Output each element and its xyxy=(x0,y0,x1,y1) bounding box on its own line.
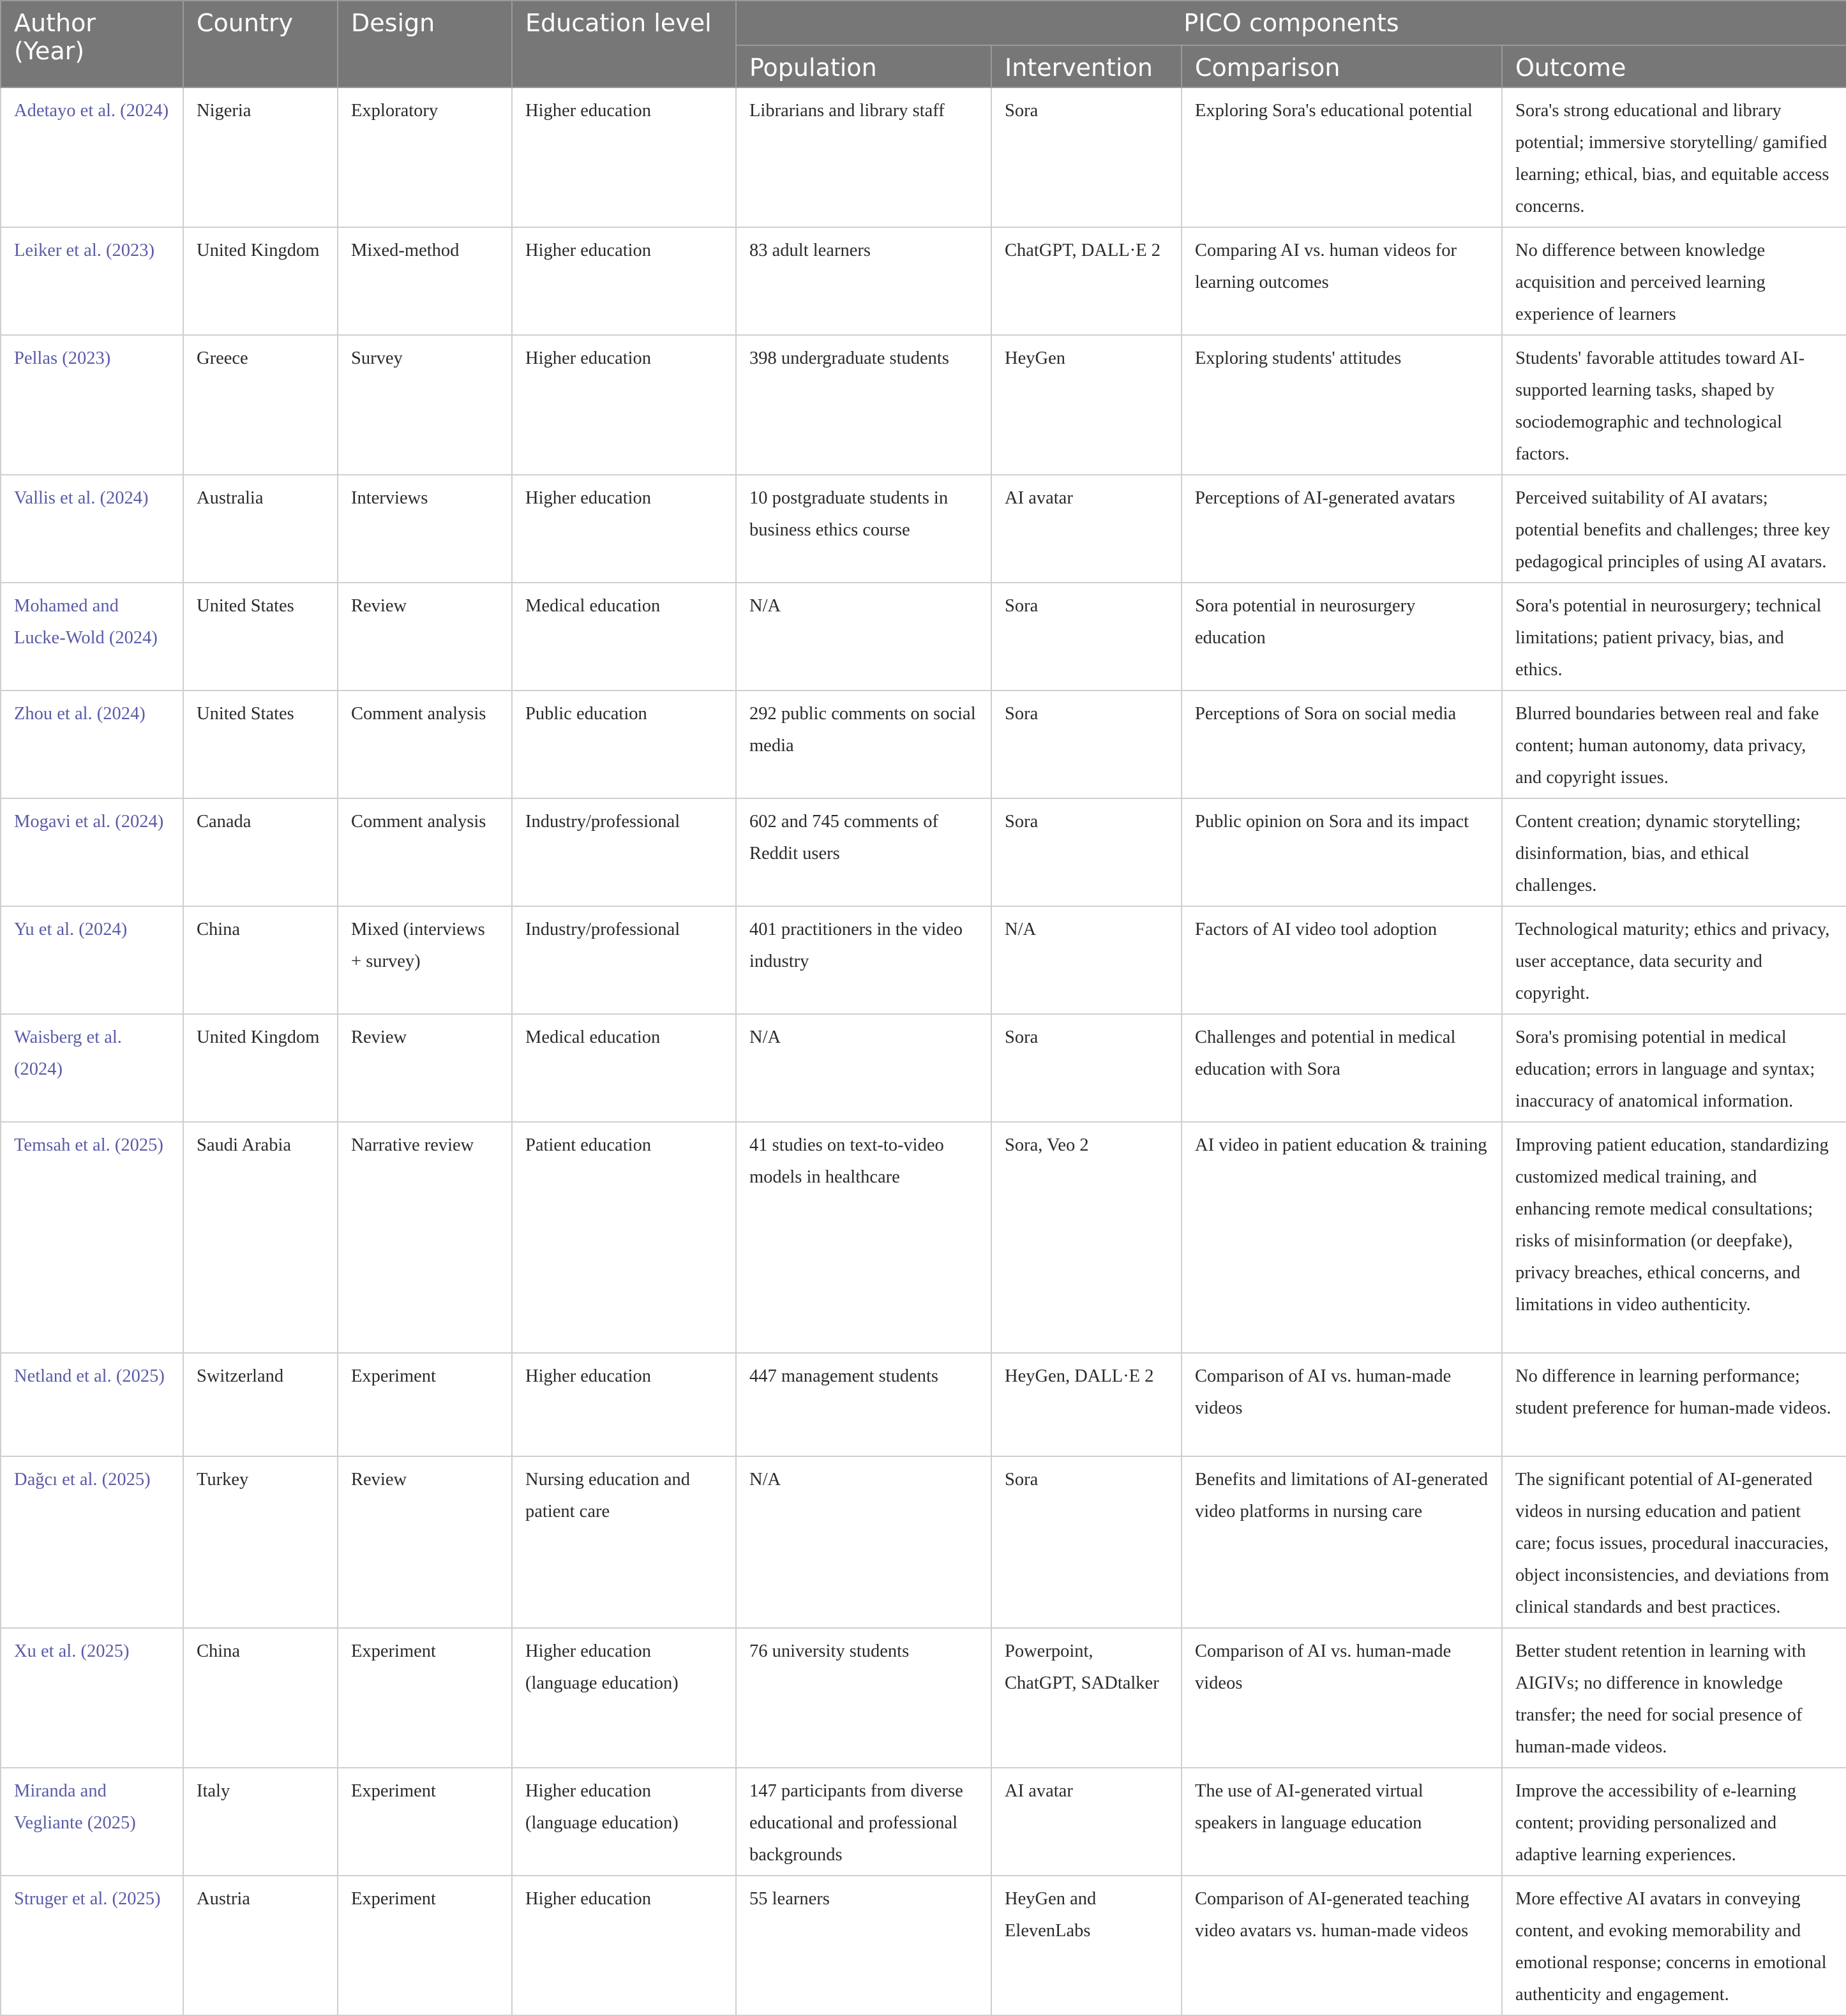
country-cell: United States xyxy=(183,583,338,691)
outcome-cell: Sora's potential in neurosurgery; technical limitations; patient privacy, bias, and ethics. xyxy=(1502,583,1846,691)
comparison-cell: Comparison of AI vs. human-made videos xyxy=(1182,1353,1502,1456)
education-level-cell: Nursing education and patient care xyxy=(512,1456,736,1628)
education-level-cell: Medical education xyxy=(512,1014,736,1122)
design-cell: Comment analysis xyxy=(338,691,512,798)
education-level-cell: Patient education xyxy=(512,1122,736,1353)
comparison-cell: Perceptions of AI-generated avatars xyxy=(1182,475,1502,583)
education-level-cell: Higher education xyxy=(512,1353,736,1456)
design-cell: Review xyxy=(338,1456,512,1628)
intervention-cell: ChatGPT, DALL·E 2 xyxy=(991,227,1182,335)
country-cell: China xyxy=(183,906,338,1014)
author-link[interactable]: Dağcı et al. (2025) xyxy=(1,1456,183,1628)
education-level-cell: Public education xyxy=(512,691,736,798)
design-cell: Review xyxy=(338,1014,512,1122)
education-level-cell: Higher education xyxy=(512,335,736,475)
outcome-cell: Content creation; dynamic storytelling; disinformation, bias, and ethical challenges. xyxy=(1502,798,1846,906)
comparison-cell: Perceptions of Sora on social media xyxy=(1182,691,1502,798)
table-header xyxy=(1,1,1846,87)
design-cell: Experiment xyxy=(338,1353,512,1456)
intervention-cell: HeyGen and ElevenLabs xyxy=(991,1876,1182,2015)
population-cell: 76 university students xyxy=(736,1628,991,1768)
author-link[interactable]: Vallis et al. (2024) xyxy=(1,475,183,583)
comparison-cell: Comparison of AI-generated teaching video avatars vs. human-made videos xyxy=(1182,1876,1502,2015)
column-header-population: Population xyxy=(736,45,991,87)
intervention-cell: Powerpoint, ChatGPT, SADtalker xyxy=(991,1628,1182,1768)
intervention-cell: HeyGen xyxy=(991,335,1182,475)
outcome-cell: Improve the accessibility of e-learning content; providing personalized and adaptive learning experiences. xyxy=(1502,1768,1846,1876)
intervention-cell: Sora xyxy=(991,87,1182,227)
comparison-cell: Challenges and potential in medical education with Sora xyxy=(1182,1014,1502,1122)
outcome-cell: Better student retention in learning with AIGIVs; no difference in knowledge transfer; the need for social presence of human-made videos. xyxy=(1502,1628,1846,1768)
country-cell: United Kingdom xyxy=(183,227,338,335)
population-cell: 41 studies on text-to-video models in healthcare xyxy=(736,1122,991,1353)
design-cell: Experiment xyxy=(338,1628,512,1768)
outcome-cell: Sora's strong educational and library potential; immersive storytelling/ gamified learning; ethical, bias, and equitable access concerns. xyxy=(1502,87,1846,227)
design-cell: Review xyxy=(338,583,512,691)
country-cell: Turkey xyxy=(183,1456,338,1628)
design-cell: Experiment xyxy=(338,1768,512,1876)
education-level-cell: Industry/professional xyxy=(512,906,736,1014)
intervention-cell: HeyGen, DALL·E 2 xyxy=(991,1353,1182,1456)
outcome-cell: Sora's promising potential in medical education; errors in language and syntax; inaccuracy of anatomical information. xyxy=(1502,1014,1846,1122)
table-row xyxy=(1,1456,1846,1628)
population-cell: 398 undergraduate students xyxy=(736,335,991,475)
comparison-cell: Benefits and limitations of AI-generated video platforms in nursing care xyxy=(1182,1456,1502,1628)
table-row xyxy=(1,1353,1846,1456)
population-cell: 10 postgraduate students in business ethics course xyxy=(736,475,991,583)
author-link[interactable]: Pellas (2023) xyxy=(1,335,183,475)
comparison-cell: Public opinion on Sora and its impact xyxy=(1182,798,1502,906)
intervention-cell: AI avatar xyxy=(991,1768,1182,1876)
intervention-cell: Sora xyxy=(991,583,1182,691)
intervention-cell: Sora xyxy=(991,691,1182,798)
comparison-cell: Exploring Sora's educational potential xyxy=(1182,87,1502,227)
author-link[interactable]: Mohamed and Lucke-Wold (2024) xyxy=(1,583,183,691)
outcome-cell: Perceived suitability of AI avatars; potential benefits and challenges; three key pedagogical principles of using AI avatars. xyxy=(1502,475,1846,583)
column-header-design: Design xyxy=(338,1,512,87)
outcome-cell: No difference in learning performance; student preference for human-made videos. xyxy=(1502,1353,1846,1456)
comparison-cell: Comparing AI vs. human videos for learning outcomes xyxy=(1182,227,1502,335)
outcome-cell: Blurred boundaries between real and fake content; human autonomy, data privacy, and copyright issues. xyxy=(1502,691,1846,798)
table-row xyxy=(1,906,1846,1014)
outcome-cell: Technological maturity; ethics and privacy, user acceptance, data security and copyright. xyxy=(1502,906,1846,1014)
table-row xyxy=(1,691,1846,798)
intervention-cell: Sora xyxy=(991,1456,1182,1628)
population-cell: 401 practitioners in the video industry xyxy=(736,906,991,1014)
comparison-cell: Sora potential in neurosurgery education xyxy=(1182,583,1502,691)
comparison-cell: The use of AI-generated virtual speakers in language education xyxy=(1182,1768,1502,1876)
table-row xyxy=(1,1628,1846,1768)
education-level-cell: Higher education xyxy=(512,1876,736,2015)
table-row xyxy=(1,227,1846,335)
country-cell: Austria xyxy=(183,1876,338,2015)
table-body xyxy=(1,87,1846,2015)
author-link[interactable]: Yu et al. (2024) xyxy=(1,906,183,1014)
table-row xyxy=(1,583,1846,691)
country-cell: Saudi Arabia xyxy=(183,1122,338,1353)
table-row xyxy=(1,335,1846,475)
column-header-comparison: Comparison xyxy=(1182,45,1502,87)
author-link[interactable]: Netland et al. (2025) xyxy=(1,1353,183,1456)
population-cell: 147 participants from diverse educational and professional backgrounds xyxy=(736,1768,991,1876)
table-row xyxy=(1,1768,1846,1876)
author-link[interactable]: Xu et al. (2025) xyxy=(1,1628,183,1768)
author-link[interactable]: Mogavi et al. (2024) xyxy=(1,798,183,906)
table-row xyxy=(1,798,1846,906)
column-header-intervention: Intervention xyxy=(991,45,1182,87)
outcome-cell: No difference between knowledge acquisition and perceived learning experience of learners xyxy=(1502,227,1846,335)
column-group-pico: PICO components xyxy=(736,1,1846,45)
author-link[interactable]: Adetayo et al. (2024) xyxy=(1,87,183,227)
design-cell: Exploratory xyxy=(338,87,512,227)
design-cell: Survey xyxy=(338,335,512,475)
country-cell: Canada xyxy=(183,798,338,906)
outcome-cell: The significant potential of AI-generated videos in nursing education and patient care; focus issues, procedural inaccuracies, object inconsistencies, and deviations from clinical standards and best practices. xyxy=(1502,1456,1846,1628)
education-level-cell: Industry/professional xyxy=(512,798,736,906)
table-row xyxy=(1,1122,1846,1353)
population-cell: Librarians and library staff xyxy=(736,87,991,227)
outcome-cell: Students' favorable attitudes toward AI-supported learning tasks, shaped by sociodemographic and technological factors. xyxy=(1502,335,1846,475)
outcome-cell: More effective AI avatars in conveying content, and evoking memorability and emotional response; concerns in emotional authenticity and engagement. xyxy=(1502,1876,1846,2015)
comparison-cell: AI video in patient education & training xyxy=(1182,1122,1502,1353)
country-cell: United States xyxy=(183,691,338,798)
education-level-cell: Higher education (language education) xyxy=(512,1768,736,1876)
author-link[interactable]: Temsah et al. (2025) xyxy=(1,1122,183,1353)
design-cell: Mixed-method xyxy=(338,227,512,335)
comparison-cell: Comparison of AI vs. human-made videos xyxy=(1182,1628,1502,1768)
column-header-author: Author (Year) xyxy=(1,1,183,87)
education-level-cell: Higher education xyxy=(512,87,736,227)
intervention-cell: Sora, Veo 2 xyxy=(991,1122,1182,1353)
column-header-education-level: Education level xyxy=(512,1,736,87)
population-cell: N/A xyxy=(736,1456,991,1628)
country-cell: China xyxy=(183,1628,338,1768)
column-header-outcome: Outcome xyxy=(1502,45,1846,87)
author-link[interactable]: Zhou et al. (2024) xyxy=(1,691,183,798)
country-cell: Greece xyxy=(183,335,338,475)
country-cell: Switzerland xyxy=(183,1353,338,1456)
education-level-cell: Higher education xyxy=(512,227,736,335)
author-link[interactable]: Waisberg et al. (2024) xyxy=(1,1014,183,1122)
population-cell: N/A xyxy=(736,583,991,691)
design-cell: Narrative review xyxy=(338,1122,512,1353)
comparison-cell: Exploring students' attitudes xyxy=(1182,335,1502,475)
intervention-cell: Sora xyxy=(991,798,1182,906)
outcome-cell: Improving patient education, standardizing customized medical training, and enhancing remote medical consultations; risks of misinformation (or deepfake), privacy breaches, ethical concerns, and limitations in video authenticity. xyxy=(1502,1122,1846,1353)
intervention-cell: Sora xyxy=(991,1014,1182,1122)
population-cell: 292 public comments on social media xyxy=(736,691,991,798)
design-cell: Mixed (interviews + survey) xyxy=(338,906,512,1014)
author-link[interactable]: Leiker et al. (2023) xyxy=(1,227,183,335)
population-cell: 447 management students xyxy=(736,1353,991,1456)
design-cell: Comment analysis xyxy=(338,798,512,906)
education-level-cell: Higher education (language education) xyxy=(512,1628,736,1768)
intervention-cell: AI avatar xyxy=(991,475,1182,583)
design-cell: Experiment xyxy=(338,1876,512,2015)
table-row xyxy=(1,475,1846,583)
country-cell: Nigeria xyxy=(183,87,338,227)
country-cell: Australia xyxy=(183,475,338,583)
education-level-cell: Higher education xyxy=(512,475,736,583)
comparison-cell: Factors of AI video tool adoption xyxy=(1182,906,1502,1014)
education-level-cell: Medical education xyxy=(512,583,736,691)
author-link[interactable]: Struger et al. (2025) xyxy=(1,1876,183,2015)
author-link[interactable]: Miranda and Vegliante (2025) xyxy=(1,1768,183,1876)
country-cell: United Kingdom xyxy=(183,1014,338,1122)
country-cell: Italy xyxy=(183,1768,338,1876)
population-cell: N/A xyxy=(736,1014,991,1122)
table-row xyxy=(1,87,1846,227)
population-cell: 602 and 745 comments of Reddit users xyxy=(736,798,991,906)
population-cell: 55 learners xyxy=(736,1876,991,2015)
intervention-cell: N/A xyxy=(991,906,1182,1014)
column-header-country: Country xyxy=(183,1,338,87)
table-row xyxy=(1,1876,1846,2015)
population-cell: 83 adult learners xyxy=(736,227,991,335)
table-row xyxy=(1,1014,1846,1122)
design-cell: Interviews xyxy=(338,475,512,583)
